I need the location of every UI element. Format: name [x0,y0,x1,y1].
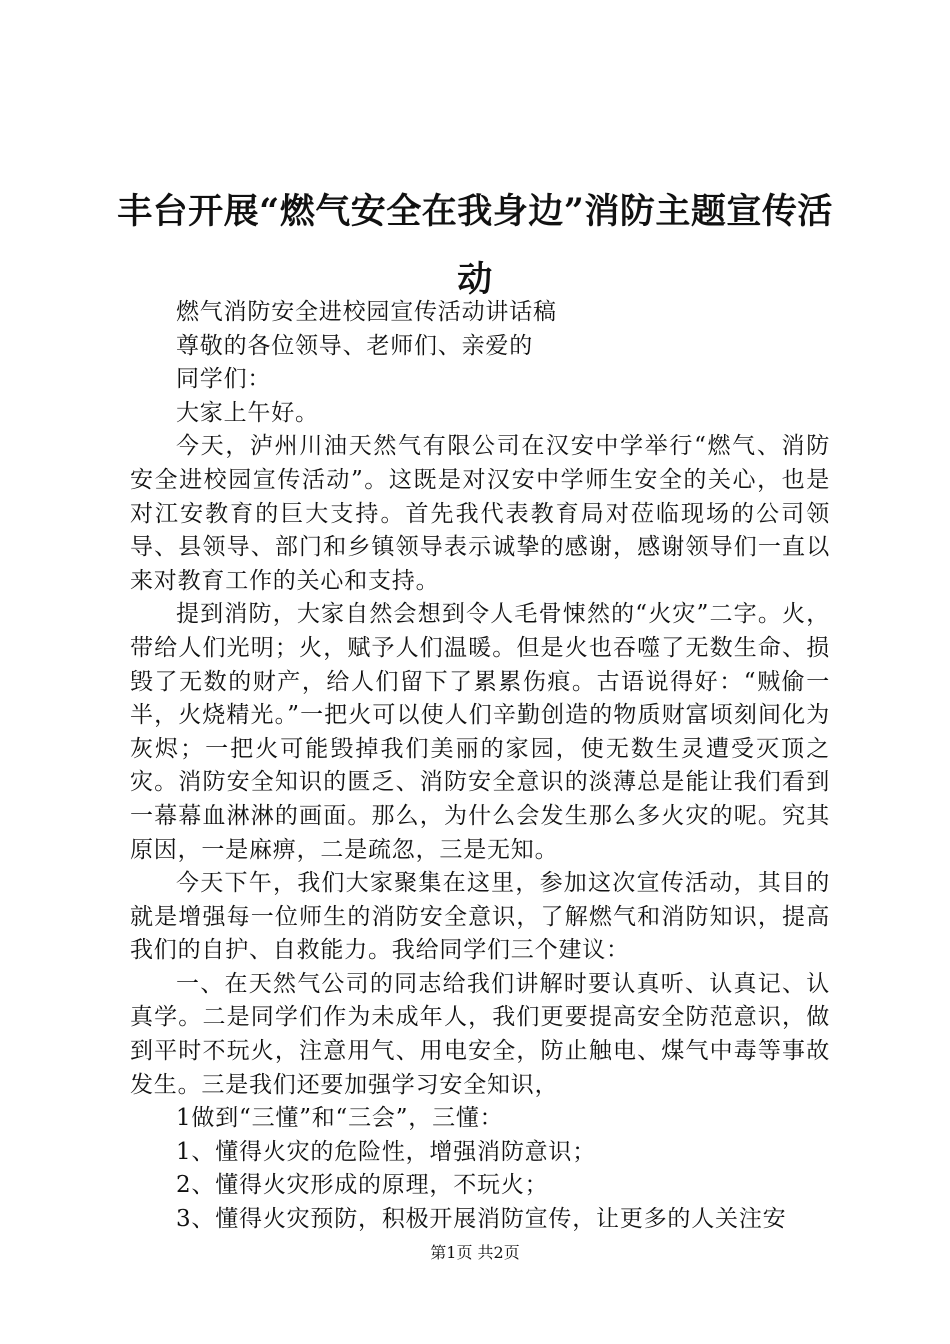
paragraph: 3、懂得火灾预防，积极开展消防宣传，让更多的人关注安 [176,1206,787,1233]
paragraph: 今天下午，我们大家聚集在这里，参加这次宣传活动，其目的就是增强每一位师生的消防安全意识，了解燃气和消防知识，提高我们的自护、自救能力。我给同学们三个建议： [130,870,830,964]
document-body [130,296,830,1237]
paragraph: 大家上午好。 [176,399,319,426]
paragraph: 尊敬的各位领导、老师们、亲爱的 [176,332,533,359]
document-title: 丰台开展“燃气安全在我身边”消防主题宣传活动 [117,191,833,300]
paragraph: 提到消防，大家自然会想到令人毛骨悚然的“火灾”二字。火，带给人们光明；火，赋予人们温暖。但是火也吞噬了无数生命、损毁了无数的财产，给人们留下了累累伤痕。古语说得好：“贼偷一半，火烧精光。”一把火可以使人们辛勤创造的物质财富顷刻间化为灰烬；一把火可能毁掉我们美丽的家园，使无数生灵遭受灭顶之灾。消防安全知识的匮乏、消防安全意识的淡薄总是能让我们看到一幕幕血淋淋的画面。那么，为什么会发生那么多火灾的呢。究其原因，一是麻痹，二是疏忽，三是无知。 [130,601,830,863]
paragraph: 一、在天然气公司的同志给我们讲解时要认真听、认真记、认真学。二是同学们作为未成年人，我们更要提高安全防范意识，做到平时不玩火，注意用气、用电安全，防止触电、煤气中毒等事故发生。三是我们还要加强学习安全知识， [130,970,830,1098]
paragraph: 同学们： [176,366,272,393]
paragraph: 燃气消防安全进校园宣传活动讲话稿 [176,299,557,325]
paragraph: 2、懂得火灾形成的原理，不玩火； [176,1172,549,1199]
page-footer: 第1页 共2页 [430,1243,520,1262]
paragraph: 1、懂得火灾的危险性，增强消防意识； [176,1138,597,1165]
paragraph: 今天，泸州川油天然气有限公司在汉安中学举行“燃气、消防安全进校园宣传活动”。这既是对汉安中学师生安全的关心，也是对江安教育的巨大支持。首先我代表教育局对莅临现场的公司领导、县领导、部门和乡镇领导表示诚挚的感谢，感谢领导们一直以来对教育工作的关心和支持。 [130,433,830,594]
paragraph: 1做到“三懂”和“三会”，三懂： [176,1105,504,1132]
